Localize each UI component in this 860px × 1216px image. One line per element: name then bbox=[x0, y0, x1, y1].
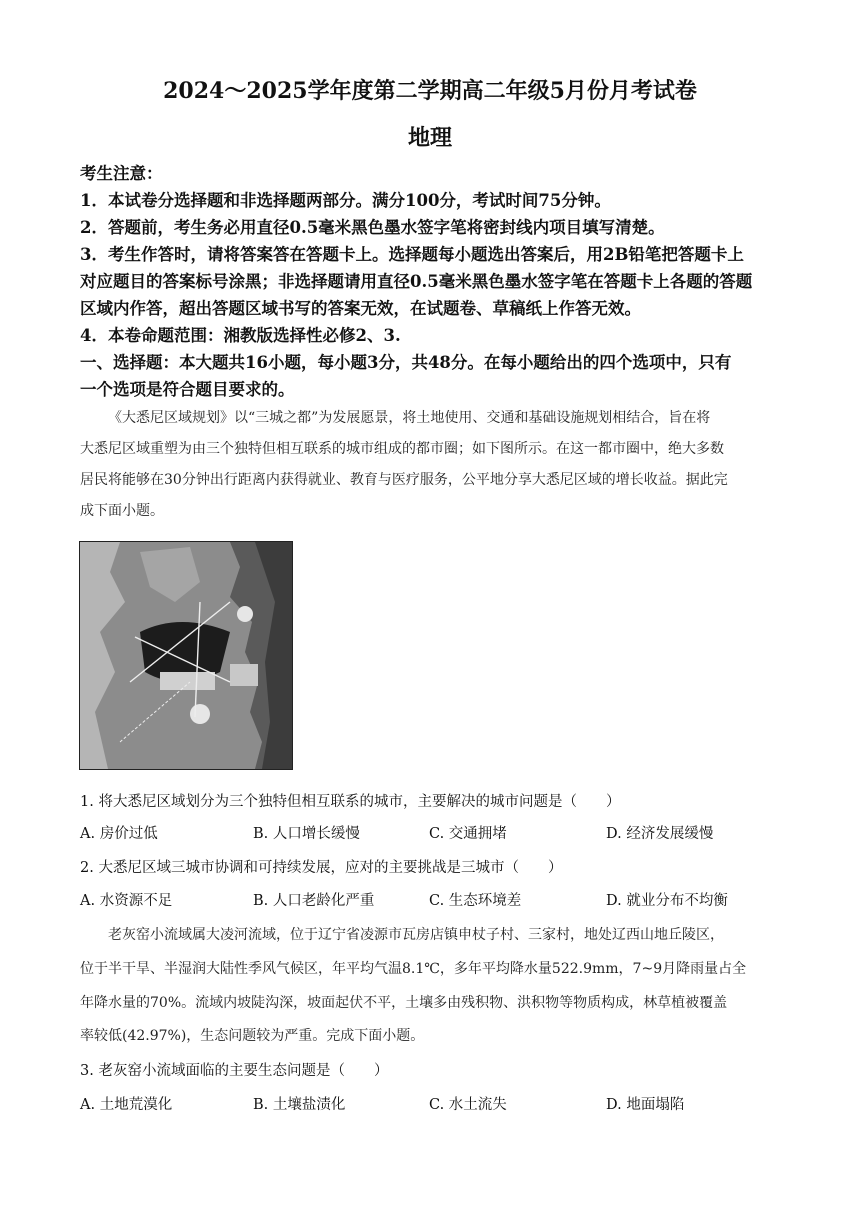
q2-option-d: D. 就业分布不均衡 bbox=[606, 893, 728, 909]
notice-item-1: 1．本试卷分选择题和非选择题两部分。满分100分，考试时间75分钟。 bbox=[80, 191, 611, 210]
q1-option-b: B. 人口增长缓慢 bbox=[253, 826, 360, 842]
notice-item-3: 3．考生作答时，请将答案答在答题卡上。选择题每小题选出答案后，用2B铅笔把答题卡上 bbox=[80, 245, 744, 264]
question-1-stem: 1. 将大悉尼区域划分为三个独特但相互联系的城市，主要解决的城市问题是（ ） bbox=[80, 794, 621, 810]
passage1-line-4: 成下面小题。 bbox=[80, 503, 164, 519]
passage2-line-2: 位于半干旱、半湿润大陆性季风气候区，年平均气温8.1℃，多年平均降水量522.9mm，7~9月降雨量占全 bbox=[80, 961, 747, 977]
notice-item-3-cont2: 区域内作答，超出答题区域书写的答案无效，在试题卷、草稿纸上作答无效。 bbox=[80, 299, 641, 318]
passage1-line-1: 《大悉尼区域规划》以“三城之都”为发展愿景，将土地使用、交通和基础设施规划相结合，旨在将 bbox=[108, 410, 711, 426]
q3-option-a: A. 土地荒漠化 bbox=[80, 1097, 173, 1113]
question-3-stem: 3. 老灰窑小流域面临的主要生态问题是（ ） bbox=[80, 1063, 389, 1079]
q3-option-c: C. 水土流失 bbox=[429, 1097, 507, 1113]
q2-option-b: B. 人口老龄化严重 bbox=[253, 893, 375, 909]
notice-item-4: 4．本卷命题范围：湘教版选择性必修2、3. bbox=[80, 326, 401, 345]
question-1-options bbox=[80, 822, 785, 842]
q3-option-b: B. 土壤盐渍化 bbox=[253, 1097, 346, 1113]
question-2-stem: 2. 大悉尼区域三城市协调和可持续发展，应对的主要挑战是三城市（ ） bbox=[80, 860, 563, 876]
section-heading: 一、选择题：本大题共16小题，每小题3分，共48分。在每小题给出的四个选项中，只有 bbox=[80, 353, 732, 372]
notice-heading: 考生注意： bbox=[80, 164, 163, 183]
q1-option-a: A. 房价过低 bbox=[80, 826, 158, 842]
section-heading-cont: 一个选项是符合题目要求的。 bbox=[80, 380, 295, 399]
passage1-line-2: 大悉尼区域重塑为由三个独特但相互联系的城市组成的都市圈；如下图所示。在这一都市圈中，绝大多数 bbox=[80, 441, 724, 457]
q1-option-c: C. 交通拥堵 bbox=[429, 826, 507, 842]
greater-sydney-map-figure bbox=[79, 541, 293, 770]
question-3-options bbox=[80, 1093, 785, 1113]
q3-option-d: D. 地面塌陷 bbox=[606, 1097, 685, 1113]
subject-title: 地理 bbox=[407, 125, 452, 151]
passage2-line-3: 年降水量的70%。流域内坡陡沟深，坡面起伏不平，土壤多由残积物、洪积物等物质构成，林草植被覆盖 bbox=[80, 995, 728, 1011]
passage1-line-3: 居民将能够在30分钟出行距离内获得就业、教育与医疗服务，公平地分享大悉尼区域的增长收益。据此完 bbox=[80, 472, 728, 488]
passage2-line-4: 率较低(42.97%)，生态问题较为严重。完成下面小题。 bbox=[80, 1028, 425, 1044]
exam-title: 2024～2025学年度第二学期高二年级5月份月考试卷 bbox=[163, 78, 697, 104]
question-2-options bbox=[80, 889, 785, 909]
map-image bbox=[80, 542, 292, 769]
q2-option-c: C. 生态环境差 bbox=[429, 893, 522, 909]
q1-option-d: D. 经济发展缓慢 bbox=[606, 826, 714, 842]
q2-option-a: A. 水资源不足 bbox=[80, 893, 173, 909]
passage2-line-1: 老灰窑小流域属大凌河流域，位于辽宁省凌源市瓦房店镇申杖子村、三家村，地处辽西山地丘陵区， bbox=[108, 927, 724, 943]
notice-item-2: 2．答题前，考生务必用直径0.5毫米黑色墨水签字笔将密封线内项目填写清楚。 bbox=[80, 218, 665, 237]
notice-item-3-cont: 对应题目的答案标号涂黑；非选择题请用直径0.5毫米黑色墨水签字笔在答题卡上各题的答题 bbox=[80, 272, 753, 291]
